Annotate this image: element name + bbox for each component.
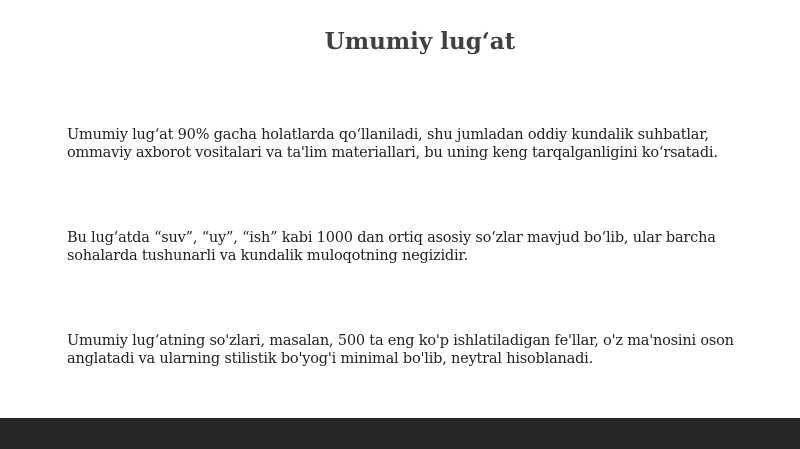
slide-title: Umumiy lug‘at <box>324 28 516 55</box>
paragraph-neutral-style: Umumiy lug‘atning so'zlari, masalan, 500 ta eng ko'p ishlatiladigan fe'llar, o'z ma'nosini oson anglatadi va ularning stilistik bo'yog'i minimal bo'lib, neytral hisoblanadi. <box>67 333 734 367</box>
paragraph-usage: Umumiy lug‘at 90% gacha holatlarda qo‘llaniladi, shu jumladan oddiy kundalik suhbatlar, ommaviy axborot vositalari va ta'lim materiallari, bu uning keng tarqalganligini ko‘rsatadi. <box>67 127 718 161</box>
paragraph-core-words: Bu lug‘atda “suv”, “uy”, “ish” kabi 1000 dan ortiq asosiy so‘zlar mavjud bo‘lib, ular barcha sohalarda tushunarli va kundalik muloqotning negizidir. <box>67 230 716 264</box>
footer-bar <box>0 418 800 449</box>
